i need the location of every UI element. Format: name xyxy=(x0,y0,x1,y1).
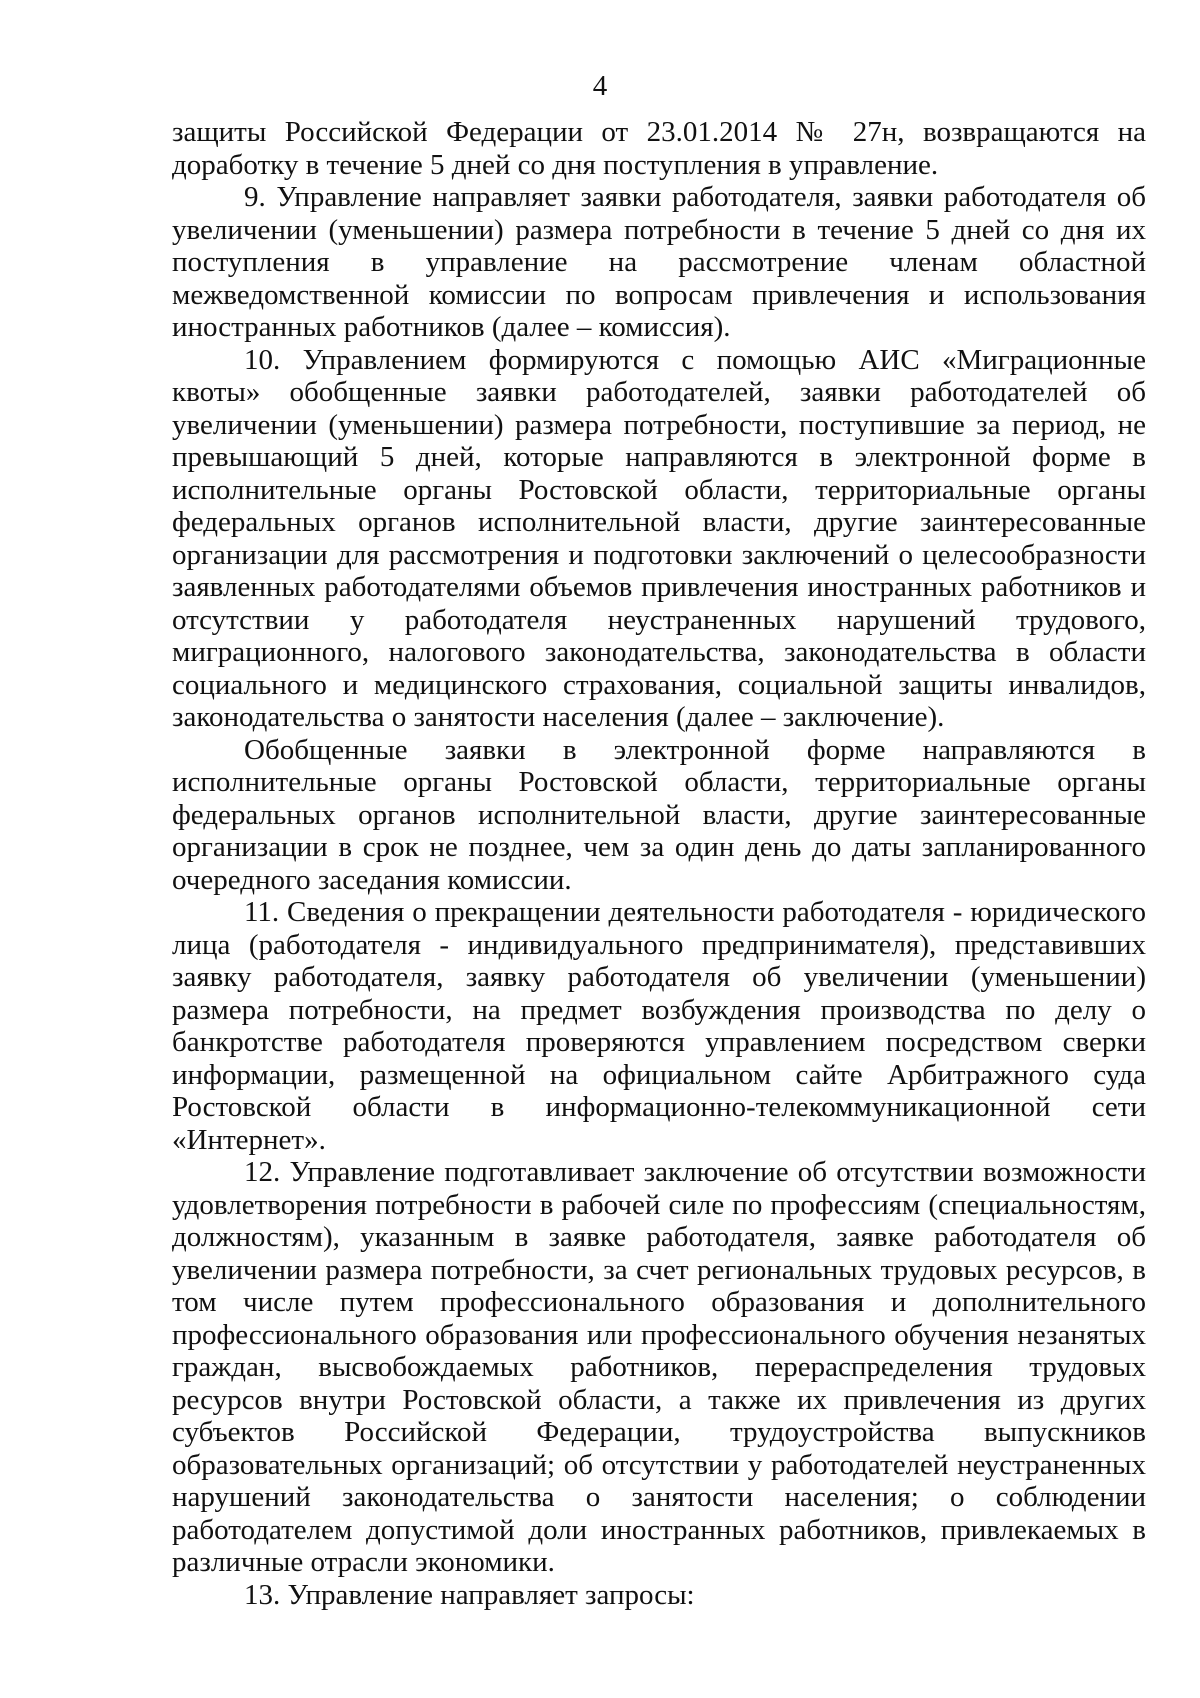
paragraph-item-10: 10. Управлением формируются с помощью АИС «Миграционные квоты» обобщенные заявки работодателей, заявки работодателей об увеличении (уменьшении) размера потребности, поступившие за период, не превышающий 5 дней, которые направляются в электронной форме в исполнительные органы Ростовской области, территориальные органы федеральных органов исполнительной власти, другие заинтересованные организации для рассмотрения и подготовки заключений о целесообразности заявленных работодателями объемов привлечения иностранных работников и отсутствии у работодателя неустраненных нарушений трудового, миграционного, налогового законодательства, законодательства в области социального и медицинского страхования, социальной защиты инвалидов, законодательства о занятости населения (далее – заключение). xyxy=(172,343,1146,733)
paragraph-continuation: защиты Российской Федерации от 23.01.2014 № 27н, возвращаются на доработку в течение 5 дней со дня поступления в управление. xyxy=(172,116,1146,181)
document-body xyxy=(172,116,1146,1611)
page-number: 4 xyxy=(592,70,608,102)
paragraph-generalized-requests: Обобщенные заявки в электронной форме направляются в исполнительные органы Ростовской области, территориальные органы федеральных органов исполнительной власти, другие заинтересованные организации в срок не позднее, чем за один день до даты запланированного очередного заседания комиссии. xyxy=(172,733,1146,896)
paragraph-item-9: 9. Управление направляет заявки работодателя, заявки работодателя об увеличении (уменьшении) размера потребности в течение 5 дней со дня их поступления в управление на рассмотрение членам областной межведомственной комиссии по вопросам привлечения и использования иностранных работников (далее – комиссия). xyxy=(172,181,1146,343)
paragraph-item-11: 11. Сведения о прекращении деятельности работодателя - юридического лица (работодателя - индивидуального предпринимателя), представивших заявку работодателя, заявку работодателя об увеличении (уменьшении) размера потребности, на предмет возбуждения производства по делу о банкротстве работодателя проверяются управлением посредством сверки информации, размещенной на официальном сайте Арбитражного суда Ростовской области в информационно-телекоммуникационной сети «Интернет». xyxy=(172,896,1146,1156)
paragraph-item-13: 13. Управление направляет запросы: xyxy=(244,1578,695,1611)
paragraph-item-12: 12. Управление подготавливает заключение об отсутствии возможности удовлетворения потребности в рабочей силе по профессиям (специальностям, должностям), указанным в заявке работодателя, заявке работодателя об увеличении размера потребности, за счет региональных трудовых ресурсов, в том числе путем профессионального образования и дополнительного профессионального образования или профессионального обучения незанятых граждан, высвобождаемых работников, перераспределения трудовых ресурсов внутри Ростовской области, а также их привлечения из других субъектов Российской Федерации, трудоустройства выпускников образовательных организаций; об отсутствии у работодателей неустраненных нарушений законодательства о занятости населения; о соблюдении работодателем допустимой доли иностранных работников, привлекаемых в различные отрасли экономики. xyxy=(172,1156,1146,1578)
